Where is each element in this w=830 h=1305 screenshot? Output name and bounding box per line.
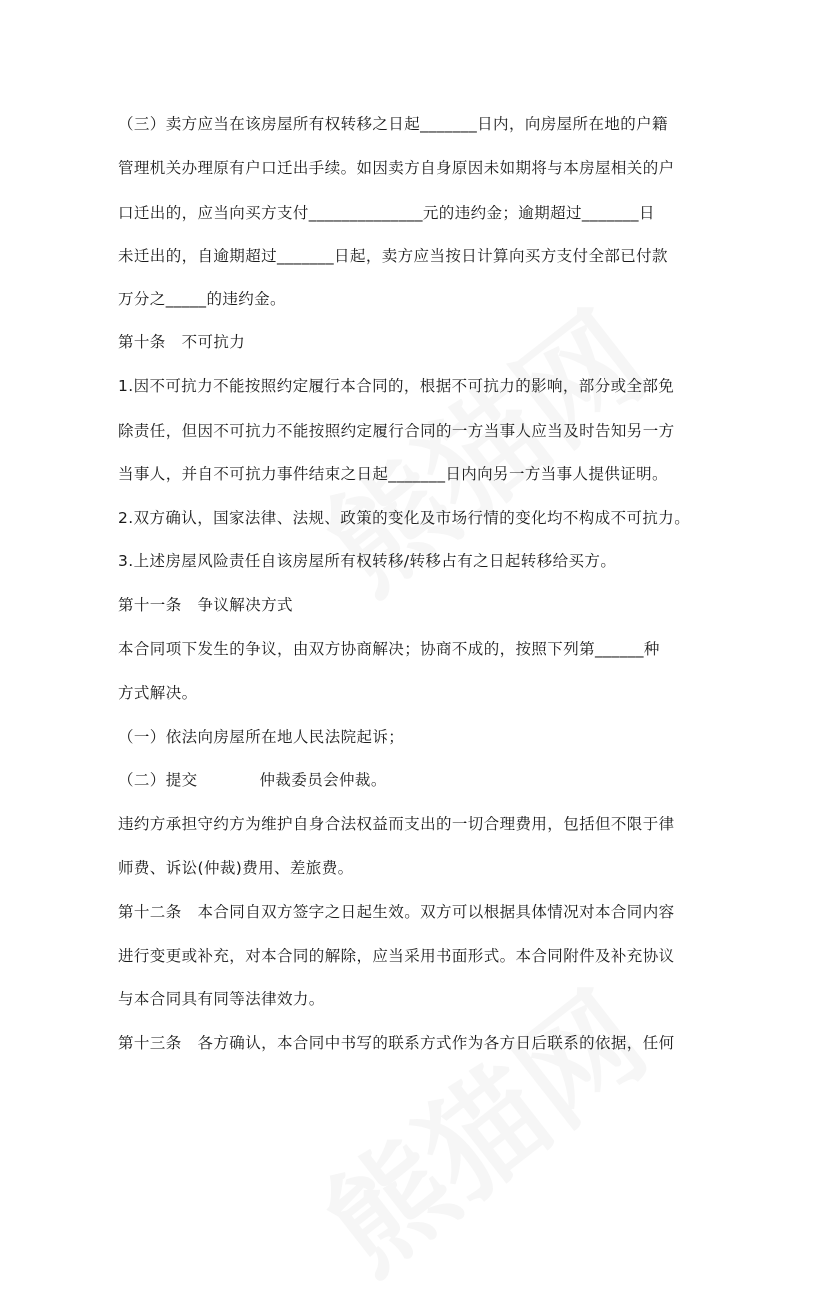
paragraph-line: 违约方承担守约方为维护自身合法权益而支出的一切合理费用，包括但不限于律 xyxy=(118,815,675,833)
paragraph-line: 方式解决。 xyxy=(118,684,198,702)
paragraph-line: 未迁出的，自逾期超过_______日起，卖方应当按日计算向买方支付全部已付款 xyxy=(118,247,668,265)
section-heading: 第十一条 争议解决方式 xyxy=(118,596,293,614)
arbitration-prefix: （二）提交 xyxy=(118,771,198,789)
paragraph-line: （三）卖方应当在该房屋所有权转移之日起_______日内，向房屋所在地的户籍 xyxy=(118,115,668,133)
paragraph-line: 2.双方确认，国家法律、法规、政策的变化及市场行情的变化均不构成不可抗力。 xyxy=(118,509,691,527)
paragraph-line: 除责任，但因不可抗力不能按照约定履行合同的一方当事人应当及时告知另一方 xyxy=(118,422,675,440)
paragraph-line: 管理机关办理原有户口迁出手续。如因卖方自身原因未如期将与本房屋相关的户 xyxy=(118,159,675,177)
paragraph-line: （一）依法向房屋所在地人民法院起诉； xyxy=(118,728,405,746)
paragraph-line: 进行变更或补充，对本合同的解除，应当采用书面形式。本合同附件及补充协议 xyxy=(118,947,675,965)
paragraph-line: 1.因不可抗力不能按照约定履行本合同的，根据不可抗力的影响，部分或全部免 xyxy=(118,377,675,395)
section-heading: 第十三条 各方确认，本合同中书写的联系方式作为各方日后联系的依据，任何 xyxy=(118,1034,675,1052)
paragraph-line: 3.上述房屋风险责任自该房屋所有权转移/转移占有之日起转移给买方。 xyxy=(118,552,617,570)
paragraph-line xyxy=(118,769,387,791)
paragraph-line: 万分之_____的违约金。 xyxy=(118,290,286,308)
paragraph-line: 师费、诉讼(仲裁)费用、差旅费。 xyxy=(118,859,354,877)
paragraph-line: 口迁出的，应当向买方支付______________元的违约金；逾期超过_______日 xyxy=(118,204,655,222)
paragraph-line: 与本合同具有同等法律效力。 xyxy=(118,990,325,1008)
paragraph-line: 当事人，并自不可抗力事件结束之日起_______日内向另一方当事人提供证明。 xyxy=(118,465,668,483)
section-heading: 第十二条 本合同自双方签字之日起生效。双方可以根据具体情况对本合同内容 xyxy=(118,903,675,921)
section-heading: 第十条 不可抗力 xyxy=(118,333,246,351)
paragraph-line: 本合同项下发生的争议，由双方协商解决；协商不成的，按照下列第______种 xyxy=(118,640,660,658)
arbitration-suffix: 仲裁委员会仲裁。 xyxy=(259,771,387,789)
watermark xyxy=(285,947,675,1304)
